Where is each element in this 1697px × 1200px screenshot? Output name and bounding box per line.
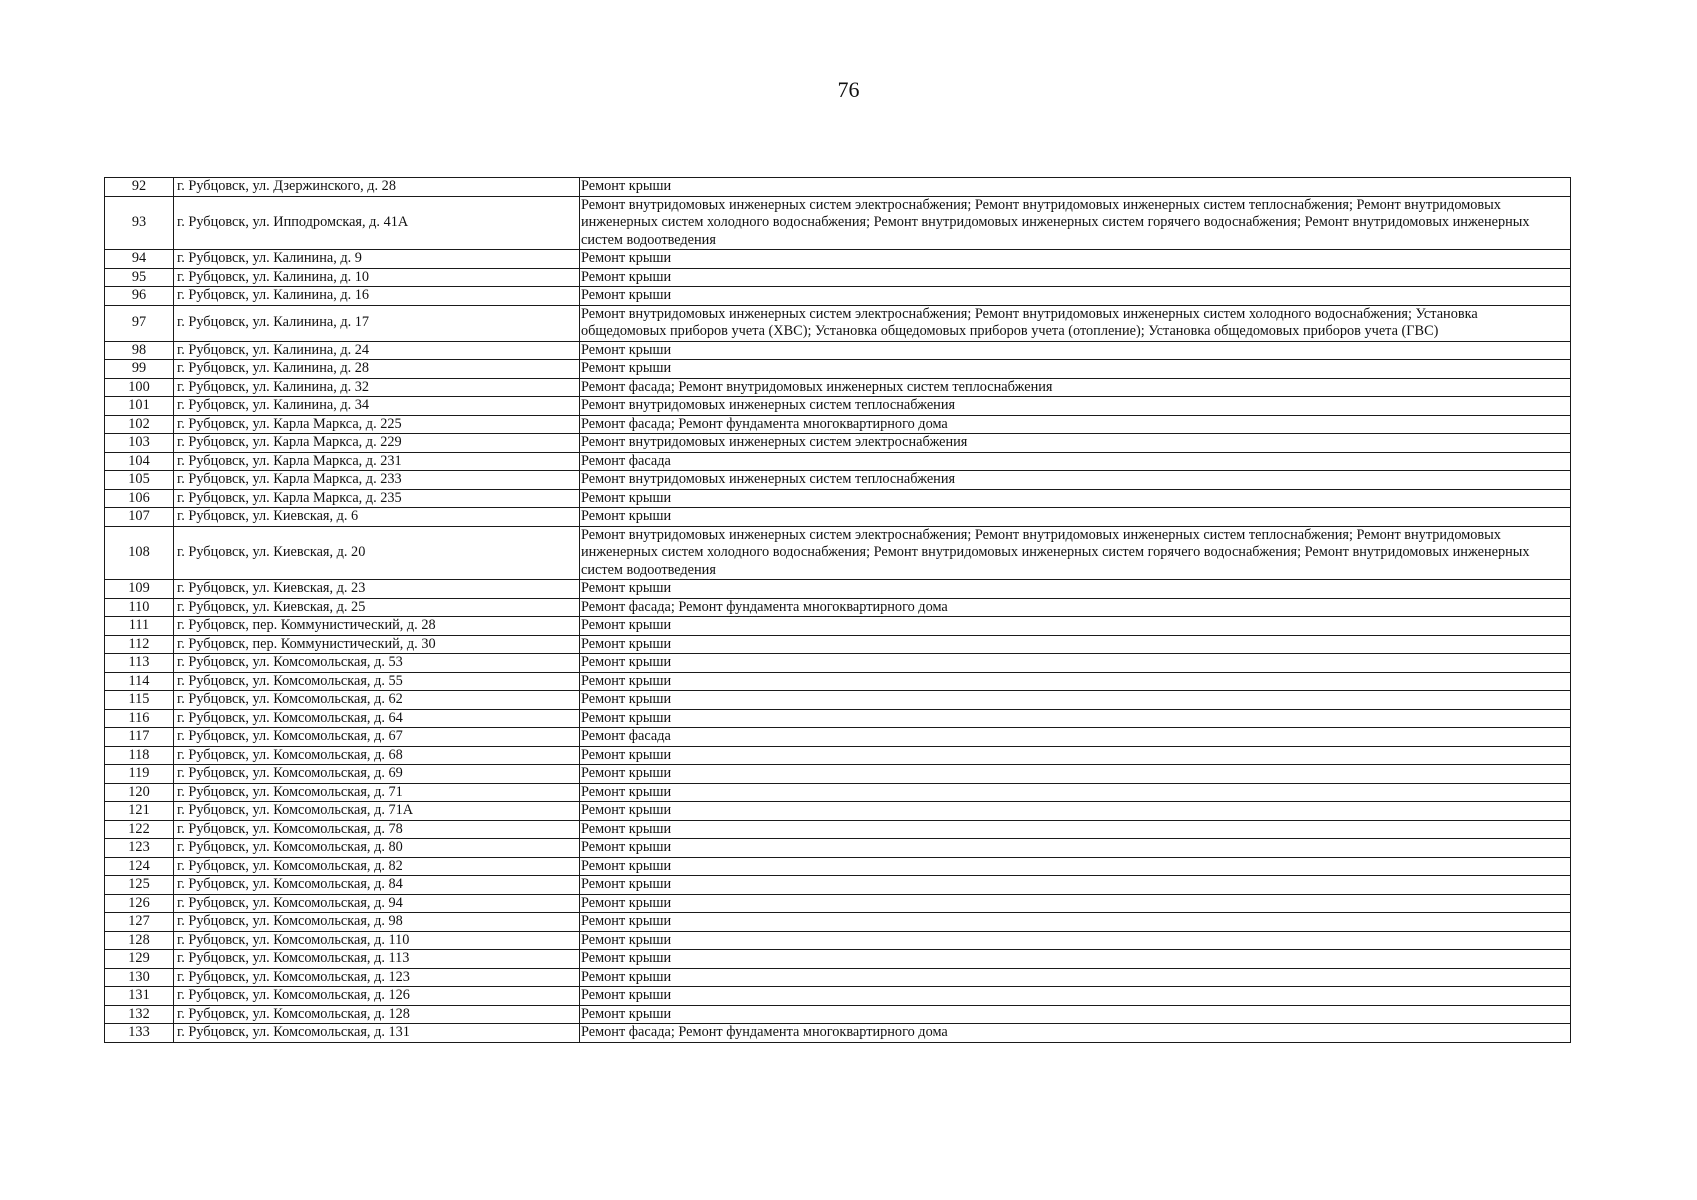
row-number: 95 — [105, 268, 174, 287]
row-number: 116 — [105, 709, 174, 728]
row-address: г. Рубцовск, ул. Комсомольская, д. 53 — [174, 654, 580, 673]
row-number: 104 — [105, 452, 174, 471]
row-works: Ремонт крыши — [580, 820, 1571, 839]
row-number: 125 — [105, 876, 174, 895]
row-works: Ремонт крыши — [580, 580, 1571, 599]
row-number: 122 — [105, 820, 174, 839]
table-body — [105, 178, 1571, 1043]
table-row — [105, 196, 1571, 250]
row-number: 110 — [105, 598, 174, 617]
table-row — [105, 397, 1571, 416]
row-works: Ремонт крыши — [580, 268, 1571, 287]
row-works: Ремонт крыши — [580, 876, 1571, 895]
table-row — [105, 728, 1571, 747]
row-number: 92 — [105, 178, 174, 197]
row-works: Ремонт крыши — [580, 672, 1571, 691]
row-address: г. Рубцовск, ул. Киевская, д. 6 — [174, 508, 580, 527]
row-number: 107 — [105, 508, 174, 527]
row-works: Ремонт крыши — [580, 1005, 1571, 1024]
row-works: Ремонт крыши — [580, 360, 1571, 379]
row-number: 118 — [105, 746, 174, 765]
row-address: г. Рубцовск, ул. Комсомольская, д. 128 — [174, 1005, 580, 1024]
row-number: 96 — [105, 287, 174, 306]
row-number: 119 — [105, 765, 174, 784]
table-row — [105, 1005, 1571, 1024]
row-address: г. Рубцовск, ул. Комсомольская, д. 67 — [174, 728, 580, 747]
table-row — [105, 820, 1571, 839]
row-works: Ремонт крыши — [580, 783, 1571, 802]
row-works: Ремонт фасада; Ремонт фундамента многоквартирного дома — [580, 1024, 1571, 1043]
row-number: 109 — [105, 580, 174, 599]
row-address: г. Рубцовск, ул. Киевская, д. 25 — [174, 598, 580, 617]
row-number: 93 — [105, 196, 174, 250]
table-row — [105, 415, 1571, 434]
row-works: Ремонт фасада; Ремонт фундамента многоквартирного дома — [580, 598, 1571, 617]
table-row — [105, 508, 1571, 527]
row-address: г. Рубцовск, ул. Калинина, д. 9 — [174, 250, 580, 269]
row-address: г. Рубцовск, ул. Комсомольская, д. 82 — [174, 857, 580, 876]
row-number: 103 — [105, 434, 174, 453]
row-number: 133 — [105, 1024, 174, 1043]
row-number: 112 — [105, 635, 174, 654]
row-works: Ремонт крыши — [580, 691, 1571, 710]
row-number: 117 — [105, 728, 174, 747]
table-row — [105, 526, 1571, 580]
row-number: 120 — [105, 783, 174, 802]
row-address: г. Рубцовск, ул. Комсомольская, д. 131 — [174, 1024, 580, 1043]
table-row — [105, 802, 1571, 821]
row-number: 132 — [105, 1005, 174, 1024]
row-number: 99 — [105, 360, 174, 379]
row-works: Ремонт крыши — [580, 489, 1571, 508]
table-row — [105, 876, 1571, 895]
row-address: г. Рубцовск, ул. Дзержинского, д. 28 — [174, 178, 580, 197]
row-number: 130 — [105, 968, 174, 987]
row-works: Ремонт крыши — [580, 894, 1571, 913]
row-address: г. Рубцовск, пер. Коммунистический, д. 30 — [174, 635, 580, 654]
table-row — [105, 950, 1571, 969]
table-row — [105, 839, 1571, 858]
table-row — [105, 1024, 1571, 1043]
table-row — [105, 672, 1571, 691]
table-row — [105, 489, 1571, 508]
row-works: Ремонт внутридомовых инженерных систем теплоснабжения — [580, 471, 1571, 490]
row-works: Ремонт внутридомовых инженерных систем электроснабжения; Ремонт внутридомовых инженерных систем теплоснабжения; Ремонт внутридомовых инженерных систем холодного водоснабжения; Ремонт внутридомовых инженерных систем горячего водоснабжения; Ремонт внутридомовых инженерных систем водоотведения — [580, 526, 1571, 580]
row-number: 97 — [105, 305, 174, 341]
row-number: 127 — [105, 913, 174, 932]
row-works: Ремонт крыши — [580, 968, 1571, 987]
row-address: г. Рубцовск, ул. Калинина, д. 16 — [174, 287, 580, 306]
row-works: Ремонт крыши — [580, 839, 1571, 858]
row-number: 111 — [105, 617, 174, 636]
row-address: г. Рубцовск, ул. Комсомольская, д. 68 — [174, 746, 580, 765]
row-works: Ремонт фасада; Ремонт внутридомовых инженерных систем теплоснабжения — [580, 378, 1571, 397]
row-works: Ремонт крыши — [580, 341, 1571, 360]
table-row — [105, 783, 1571, 802]
row-address: г. Рубцовск, ул. Комсомольская, д. 78 — [174, 820, 580, 839]
table-row — [105, 178, 1571, 197]
row-address: г. Рубцовск, ул. Карла Маркса, д. 235 — [174, 489, 580, 508]
row-address: г. Рубцовск, ул. Киевская, д. 23 — [174, 580, 580, 599]
row-address: г. Рубцовск, ул. Карла Маркса, д. 229 — [174, 434, 580, 453]
row-number: 131 — [105, 987, 174, 1006]
row-number: 101 — [105, 397, 174, 416]
row-number: 121 — [105, 802, 174, 821]
row-works: Ремонт внутридомовых инженерных систем теплоснабжения — [580, 397, 1571, 416]
table-row — [105, 857, 1571, 876]
row-works: Ремонт крыши — [580, 950, 1571, 969]
row-number: 129 — [105, 950, 174, 969]
row-works: Ремонт крыши — [580, 709, 1571, 728]
row-address: г. Рубцовск, ул. Карла Маркса, д. 233 — [174, 471, 580, 490]
table-row — [105, 913, 1571, 932]
row-works: Ремонт крыши — [580, 765, 1571, 784]
row-address: г. Рубцовск, ул. Калинина, д. 28 — [174, 360, 580, 379]
table-row — [105, 746, 1571, 765]
table-row — [105, 287, 1571, 306]
row-works: Ремонт внутридомовых инженерных систем электроснабжения; Ремонт внутридомовых инженерных систем теплоснабжения; Ремонт внутридомовых инженерных систем холодного водоснабжения; Ремонт внутридомовых инженерных систем горячего водоснабжения; Ремонт внутридомовых инженерных систем водоотведения — [580, 196, 1571, 250]
row-number: 94 — [105, 250, 174, 269]
row-number: 128 — [105, 931, 174, 950]
row-address: г. Рубцовск, ул. Калинина, д. 10 — [174, 268, 580, 287]
row-works: Ремонт внутридомовых инженерных систем электроснабжения — [580, 434, 1571, 453]
row-address: г. Рубцовск, ул. Комсомольская, д. 71А — [174, 802, 580, 821]
row-number: 108 — [105, 526, 174, 580]
table-row — [105, 691, 1571, 710]
row-address: г. Рубцовск, ул. Комсомольская, д. 55 — [174, 672, 580, 691]
row-works: Ремонт фасада; Ремонт фундамента многоквартирного дома — [580, 415, 1571, 434]
row-number: 106 — [105, 489, 174, 508]
table-row — [105, 654, 1571, 673]
row-address: г. Рубцовск, ул. Комсомольская, д. 69 — [174, 765, 580, 784]
row-works: Ремонт крыши — [580, 287, 1571, 306]
row-works: Ремонт крыши — [580, 746, 1571, 765]
table-row — [105, 360, 1571, 379]
table-row — [105, 894, 1571, 913]
row-address: г. Рубцовск, ул. Комсомольская, д. 113 — [174, 950, 580, 969]
row-works: Ремонт крыши — [580, 617, 1571, 636]
table-row — [105, 378, 1571, 397]
row-address: г. Рубцовск, ул. Калинина, д. 24 — [174, 341, 580, 360]
row-address: г. Рубцовск, ул. Комсомольская, д. 123 — [174, 968, 580, 987]
row-works: Ремонт крыши — [580, 857, 1571, 876]
row-address: г. Рубцовск, ул. Комсомольская, д. 126 — [174, 987, 580, 1006]
table-row — [105, 434, 1571, 453]
table-row — [105, 305, 1571, 341]
row-number: 124 — [105, 857, 174, 876]
row-address: г. Рубцовск, ул. Карла Маркса, д. 225 — [174, 415, 580, 434]
row-number: 115 — [105, 691, 174, 710]
row-address: г. Рубцовск, ул. Комсомольская, д. 62 — [174, 691, 580, 710]
row-number: 113 — [105, 654, 174, 673]
table-row — [105, 987, 1571, 1006]
table-row — [105, 452, 1571, 471]
row-works: Ремонт внутридомовых инженерных систем электроснабжения; Ремонт внутридомовых инженерных систем холодного водоснабжения; Установка общедомовых приборов учета (ХВС); Установка общедомовых приборов учета (отопление); Установка общедомовых приборов учета (ГВС) — [580, 305, 1571, 341]
table-row — [105, 635, 1571, 654]
table-row — [105, 268, 1571, 287]
row-number: 105 — [105, 471, 174, 490]
row-address: г. Рубцовск, ул. Калинина, д. 17 — [174, 305, 580, 341]
row-works: Ремонт крыши — [580, 931, 1571, 950]
document-table-area — [104, 177, 1570, 1043]
table-row — [105, 250, 1571, 269]
table-row — [105, 709, 1571, 728]
row-works: Ремонт крыши — [580, 987, 1571, 1006]
row-address: г. Рубцовск, ул. Комсомольская, д. 110 — [174, 931, 580, 950]
table-row — [105, 580, 1571, 599]
row-address: г. Рубцовск, ул. Ипподромская, д. 41А — [174, 196, 580, 250]
row-address: г. Рубцовск, ул. Комсомольская, д. 80 — [174, 839, 580, 858]
table-row — [105, 471, 1571, 490]
row-address: г. Рубцовск, ул. Комсомольская, д. 98 — [174, 913, 580, 932]
row-works: Ремонт крыши — [580, 508, 1571, 527]
repair-works-table — [104, 177, 1571, 1043]
row-address: г. Рубцовск, ул. Калинина, д. 34 — [174, 397, 580, 416]
row-number: 102 — [105, 415, 174, 434]
row-number: 123 — [105, 839, 174, 858]
row-works: Ремонт крыши — [580, 802, 1571, 821]
row-address: г. Рубцовск, ул. Карла Маркса, д. 231 — [174, 452, 580, 471]
page-number: 76 — [837, 77, 860, 102]
table-row — [105, 968, 1571, 987]
row-address: г. Рубцовск, ул. Комсомольская, д. 64 — [174, 709, 580, 728]
row-works: Ремонт крыши — [580, 654, 1571, 673]
table-row — [105, 598, 1571, 617]
row-number: 100 — [105, 378, 174, 397]
row-address: г. Рубцовск, ул. Калинина, д. 32 — [174, 378, 580, 397]
table-row — [105, 931, 1571, 950]
row-number: 98 — [105, 341, 174, 360]
row-number: 114 — [105, 672, 174, 691]
table-row — [105, 341, 1571, 360]
row-works: Ремонт крыши — [580, 178, 1571, 197]
table-row — [105, 617, 1571, 636]
row-works: Ремонт крыши — [580, 250, 1571, 269]
row-address: г. Рубцовск, ул. Комсомольская, д. 94 — [174, 894, 580, 913]
row-number: 126 — [105, 894, 174, 913]
row-address: г. Рубцовск, ул. Комсомольская, д. 71 — [174, 783, 580, 802]
row-works: Ремонт крыши — [580, 913, 1571, 932]
row-address: г. Рубцовск, ул. Киевская, д. 20 — [174, 526, 580, 580]
table-row — [105, 765, 1571, 784]
row-works: Ремонт крыши — [580, 635, 1571, 654]
row-works: Ремонт фасада — [580, 452, 1571, 471]
row-address: г. Рубцовск, пер. Коммунистический, д. 28 — [174, 617, 580, 636]
row-address: г. Рубцовск, ул. Комсомольская, д. 84 — [174, 876, 580, 895]
row-works: Ремонт фасада — [580, 728, 1571, 747]
